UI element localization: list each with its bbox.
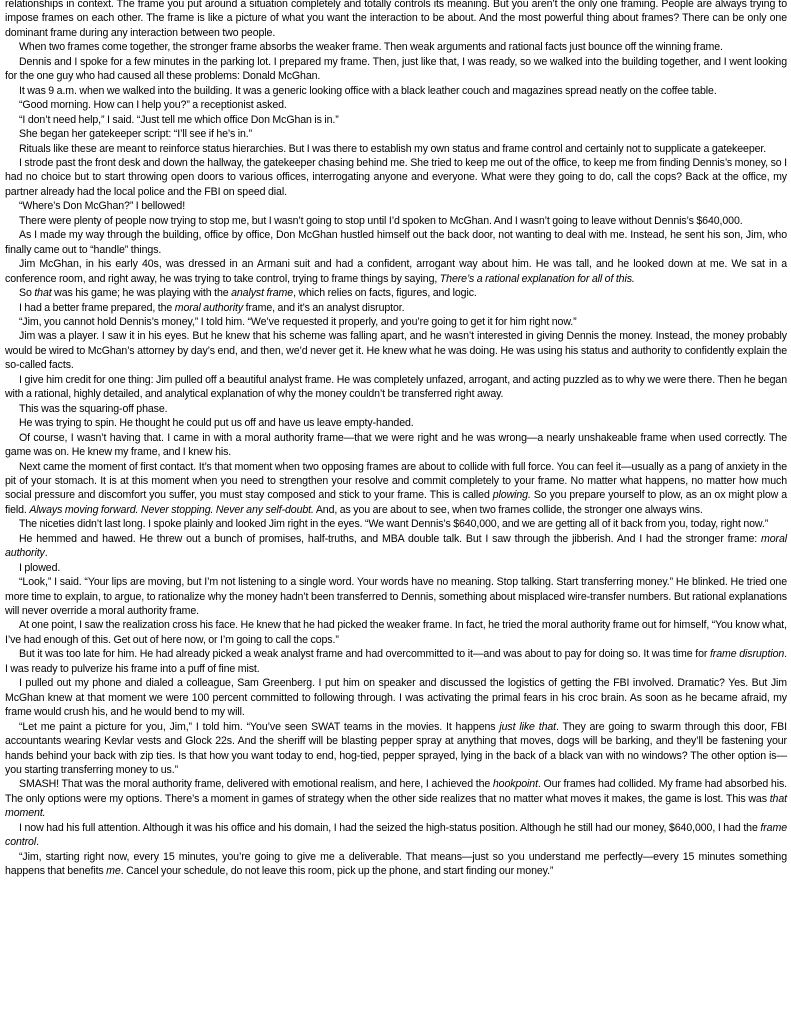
paragraph-text: I plowed. bbox=[19, 561, 61, 574]
body-paragraph bbox=[5, 329, 787, 372]
paragraph-text: Jim McGhan, in his early 40s, was dressed in an Armani suit and had a confident, arrogant way about him. He was tall, and he looked down at me. We sat in a conference room, and right away, he was trying to take control, trying to frame things by saying, bbox=[5, 258, 787, 285]
body-paragraph bbox=[5, 416, 787, 430]
paragraph-text: Next came the moment of first contact. It’s that moment when two opposing frames are about to collide with full force. You can feel it—usually as a pang of anxiety in the pit of your stomach. It is at this moment when you need to strengthen your resolve and commit completely to your frame. No matter what happens, no matter how much social pressure and discomfort you suffer, you must stay composed and stick to your frame. This is called bbox=[5, 460, 787, 502]
italic-text: moral authority bbox=[5, 532, 787, 560]
paragraph-text: There were plenty of people now trying to stop me, but I wasn’t going to stop until I’d spoken to McGhan. And I wasn’t going to leave without Dennis’s $640,000. bbox=[19, 214, 743, 227]
paragraph-text: Rituals like these are meant to reinforce status hierarchies. But I was there to establish my own status and frame control and certainly not to supplicate a gatekeeper. bbox=[19, 142, 767, 155]
paragraph-text: When two frames come together, the stronger frame absorbs the weaker frame. Then weak arguments and rational facts just bounce off the winning frame. bbox=[19, 41, 723, 54]
paragraph-text: relationships in context. The frame you put around a situation completely and totally controls its meaning. But you aren’t the only one framing. People are always trying to impose frames on each other. The frame is like a picture of what you want the interaction to be about. And the most powerful thing about frames? There can be only one dominant frame during any interaction between two people. bbox=[5, 0, 787, 39]
paragraph-text: frame, and it’s an analyst disruptor. bbox=[243, 301, 405, 314]
italic-text: that moment. bbox=[5, 792, 787, 820]
italic-text: frame control bbox=[5, 821, 787, 849]
italic-text: hookpoint bbox=[492, 778, 538, 791]
body-paragraph bbox=[5, 676, 787, 719]
paragraph-text: . I was ready to pulverize his frame into a puff of fine mist. bbox=[5, 648, 787, 675]
paragraph-text: “Good morning. How can I help you?” a receptionist asked. bbox=[19, 99, 287, 112]
paragraph-text: But it was too late for him. He had already picked a weak analyst frame and had overcommitted to it—and was about to pay for doing so. It was time for bbox=[19, 648, 710, 661]
italic-text: There’s a rational explanation for all of this. bbox=[439, 272, 635, 285]
paragraph-text: I had a better frame prepared, the bbox=[19, 301, 175, 314]
body-paragraph bbox=[5, 40, 787, 54]
italic-text: analyst frame bbox=[231, 287, 294, 300]
paragraph-text: The niceties didn’t last long. I spoke plainly and looked Jim right in the eyes. “We want Dennis’s $640,000, and we are getting all of it back from you, today, right now.” bbox=[19, 518, 769, 531]
body-paragraph bbox=[5, 0, 787, 40]
paragraph-text: SMASH! That was the moral authority frame, delivered with emotional realism, and here, I achieved the bbox=[19, 778, 493, 791]
body-paragraph bbox=[5, 561, 787, 575]
paragraph-text: She began her gatekeeper script: “I’ll see if he’s in.” bbox=[19, 128, 253, 141]
body-paragraph bbox=[5, 373, 787, 402]
paragraph-text: “Look,” I said. “Your lips are moving, but I’m not listening to a single word. Your words have no meaning. Stop talking. Start transferring money.” He blinked. He tried one more time to explain, to argue, to rationalize why the money hadn’t been transferred to Dennis, something about misplaced wire-transfer numbers. But rational explanations will never override a moral authority frame. bbox=[5, 576, 787, 618]
paragraph-text: I pulled out my phone and dialed a colleague, Sam Greenberg. I put him on speaker and discussed the logistics of getting the FBI involved. Dramatic? Yes. But Jim McGhan knew at that moment we were 100 percent committed to following through. I was activating the primal fears in his croc brain. As soon as he became afraid, my frame would crush his, and he would bend to my will. bbox=[5, 677, 787, 719]
body-paragraph bbox=[5, 156, 787, 199]
body-paragraph bbox=[5, 199, 787, 213]
italic-text: moral authority bbox=[174, 301, 244, 314]
body-paragraph bbox=[5, 55, 787, 84]
paragraph-text: So you prepare yourself to plow, as an ox might plow a field. bbox=[5, 489, 787, 516]
paragraph-text: . bbox=[36, 836, 39, 849]
body-paragraph bbox=[5, 402, 787, 416]
paragraph-text: . They are going to swarm through this door, FBI accountants wearing Kevlar vests and Glock 22s. And the sheriff will be blasting pepper spray at anything that moves, dogs will be barking, and they’ll be fastening your hands behind your back with zip ties. Is that how you want today to end, hog-tied, pepper sprayed, lying in the back of a black van with no windows? The other option is—you starting transferring money to us.” bbox=[5, 720, 787, 777]
paragraph-text: This was the squaring-off phase. bbox=[19, 402, 168, 415]
body-paragraph bbox=[5, 575, 787, 618]
paragraph-text: And, as you are about to see, when two frames collide, the stronger one always wins. bbox=[313, 503, 703, 516]
paragraph-text: Jim was a player. I saw it in his eyes. But he knew that his scheme was falling apart, and he wasn’t interested in giving Dennis the money. Instead, the money probably would be wired to McGhan’s attorney by day’s end, and then, we’d never get it. He knew what he was doing. He was using his status and authority to confidently explain the so-called facts. bbox=[5, 330, 787, 372]
paragraph-text: I now had his full attention. Although it was his office and his domain, I had the seized the high-status position. Although he still had our money, $640,000, I had the bbox=[19, 821, 761, 834]
body-paragraph bbox=[5, 301, 787, 315]
italic-text: Always moving forward. Never stopping. Never any self-doubt. bbox=[29, 503, 314, 516]
italic-text: frame disruption bbox=[709, 648, 785, 661]
paragraph-text: “Jim, starting right now, every 15 minutes, you’re going to give me a deliverable. That means—just so you understand me perfectly—every 15 minutes something happens that benefits bbox=[5, 850, 787, 878]
body-paragraph bbox=[5, 431, 787, 460]
body-paragraph bbox=[5, 286, 787, 300]
body-paragraph bbox=[5, 618, 787, 647]
paragraph-text: “Jim, you cannot hold Dennis’s money,” I told him. “We’ve requested it properly, and you’re going to get it for him right now.” bbox=[19, 315, 577, 328]
body-paragraph bbox=[5, 647, 787, 676]
body-paragraph bbox=[5, 460, 787, 518]
paragraph-text: So bbox=[19, 287, 35, 300]
italic-text: plowing. bbox=[492, 489, 531, 502]
paragraph-text: “I don’t need help,” I said. “Just tell me which office Don McGhan is in.” bbox=[19, 113, 339, 126]
body-paragraph bbox=[5, 777, 787, 820]
paragraph-text: Of course, I wasn’t having that. I came in with a moral authority frame—that we were right and he was wrong—a nearly unshakeable frame when used correctly. The game was on. He knew my frame, and I knew his. bbox=[5, 431, 787, 459]
body-paragraph bbox=[5, 850, 787, 879]
paragraph-text: Dennis and I spoke for a few minutes in the parking lot. I prepared my frame. Then, just like that, I was ready, so we walked into the building together, and I went looking for the one guy who had caused all these problems: Donald McGhan. bbox=[5, 55, 787, 83]
paragraph-text: It was 9 a.m. when we walked into the building. It was a generic looking office with a black leather couch and magazines spread neatly on the coffee table. bbox=[19, 84, 717, 97]
paragraph-text: . Cancel your schedule, do not leave this room, pick up the phone, and start finding our money.” bbox=[120, 865, 554, 878]
body-paragraph bbox=[5, 142, 787, 156]
paragraph-text: As I made my way through the building, office by office, Don McGhan hustled himself out the back door, not wanting to deal with me. Instead, he sent his son, Jim, who finally came out to “handle” things. bbox=[5, 229, 787, 256]
paragraph-text: He hemmed and hawed. He threw out a bunch of promises, half-truths, and MBA double talk. But I saw through the jibberish. And I had the stronger frame: bbox=[19, 532, 761, 545]
paragraph-text: . Our frames had collided. My frame had absorbed his. The only options were my options. There’s a moment in games of strategy when the other side realizes that no matter what moves it makes, the game is lost. This was bbox=[5, 778, 787, 805]
paragraph-text: I strode past the front desk and down the hallway, the gatekeeper chasing behind me. She tried to keep me out of the office, to keep me from finding Dennis’s money, so I had no choice but to start throwing open doors to various offices, interrogating anyone and everyone. What were they going to do, call the cops? Back at the office, my partner already had the local police and the FBI on speed dial. bbox=[5, 156, 787, 198]
italic-text: that bbox=[34, 287, 52, 300]
body-paragraph bbox=[5, 228, 787, 257]
body-paragraph bbox=[5, 214, 787, 228]
italic-text: just like that bbox=[499, 720, 556, 733]
body-paragraph bbox=[5, 315, 787, 329]
paragraph-text: “Let me paint a picture for you, Jim,” I told him. “You’ve seen SWAT teams in the movies. It happens bbox=[19, 720, 500, 733]
paragraph-text: . bbox=[44, 547, 48, 560]
body-paragraph bbox=[5, 84, 787, 98]
body-paragraph bbox=[5, 257, 787, 286]
italic-text: me bbox=[106, 865, 121, 878]
paragraph-text: “Where’s Don McGhan?” I bellowed! bbox=[19, 200, 186, 213]
body-paragraph bbox=[5, 532, 787, 561]
paragraph-text: , which relies on facts, figures, and logic. bbox=[293, 287, 477, 300]
body-paragraph bbox=[5, 517, 787, 531]
paragraph-text: At one point, I saw the realization cross his face. He knew that he had picked the weaker frame. In fact, he tried the moral authority frame out for himself, “You know what, I’ve had enough of this. Get out of here now, or I’m going to call the cops.” bbox=[5, 619, 787, 646]
body-paragraph bbox=[5, 113, 787, 127]
body-paragraph bbox=[5, 127, 787, 141]
paragraph-text: He was trying to spin. He thought he could put us off and have us leave empty-handed. bbox=[19, 417, 414, 430]
body-paragraph bbox=[5, 720, 787, 778]
paragraph-text: was his game; he was playing with the bbox=[51, 287, 232, 300]
paragraph-text: I give him credit for one thing: Jim pulled off a beautiful analyst frame. He was completely unfazed, arrogant, and acting puzzled as to why we were there. Then he began with a rational, highly detailed, and analytical explanation of why the money couldn’t be transferred right away. bbox=[5, 373, 787, 401]
body-paragraph bbox=[5, 821, 787, 850]
body-paragraph bbox=[5, 98, 787, 112]
